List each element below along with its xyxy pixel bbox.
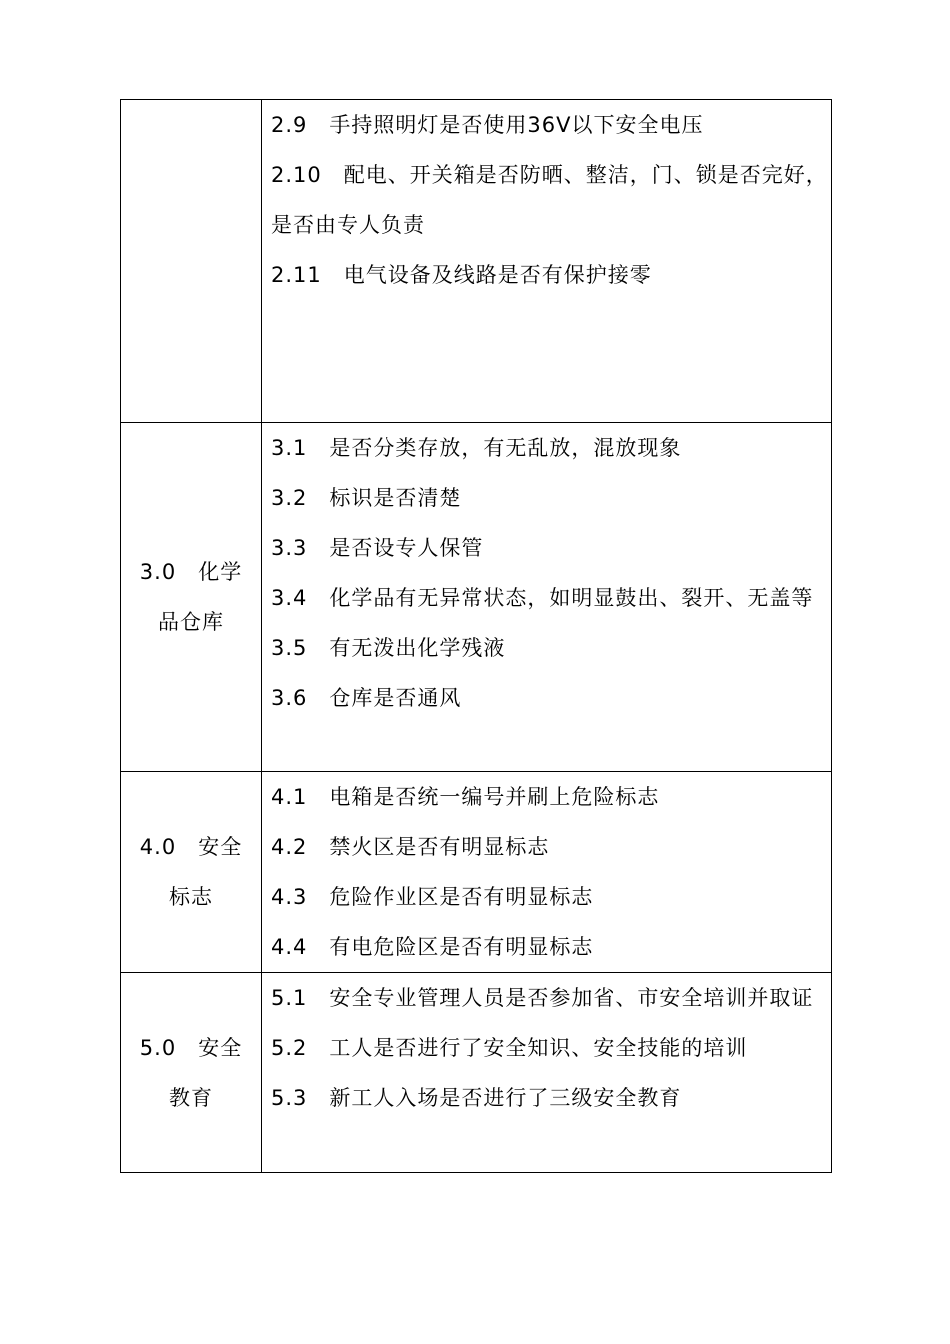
list-item: 5.1 安全专业管理人员是否参加省、市安全培训并取证 [271, 986, 814, 1010]
list-item: 2.10 配电、开关箱是否防晒、整洁，门、锁是否完好，是否由专人负责 [271, 163, 828, 237]
item-list [262, 100, 831, 300]
table-row-safety-education [121, 973, 832, 1173]
category-cell [121, 973, 262, 1173]
category-cell [121, 423, 262, 772]
list-item: 3.6 仓库是否通风 [271, 686, 462, 710]
inspection-table [120, 99, 832, 1173]
items-cell [262, 423, 832, 772]
list-item: 4.2 禁火区是否有明显标志 [271, 835, 550, 859]
items-cell [262, 100, 832, 423]
list-item: 5.2 工人是否进行了安全知识、安全技能的培训 [271, 1036, 748, 1060]
list-item: 3.3 是否设专人保管 [271, 536, 484, 560]
list-item: 4.1 电箱是否统一编号并刷上危险标志 [271, 785, 660, 809]
list-item: 3.4 化学品有无异常状态，如明显鼓出、裂开、无盖等 [271, 586, 814, 610]
list-item: 2.11 电气设备及线路是否有保护接零 [271, 263, 652, 287]
category-cell [121, 772, 262, 973]
category-label: 5.0 安全教育 [139, 1035, 243, 1110]
list-item: 3.1 是否分类存放，有无乱放，混放现象 [271, 436, 682, 460]
list-item: 3.5 有无泼出化学残液 [271, 636, 506, 660]
table-row-safety-signs [121, 772, 832, 973]
list-item: 5.3 新工人入场是否进行了三级安全教育 [271, 1086, 682, 1110]
table-row-chemical-warehouse [121, 423, 832, 772]
list-item: 4.3 危险作业区是否有明显标志 [271, 885, 594, 909]
category-label: 4.0 安全标志 [139, 835, 243, 909]
item-list [262, 772, 831, 972]
items-cell [262, 973, 832, 1173]
table-row-electrical [121, 100, 832, 423]
item-list [262, 423, 831, 723]
category-cell [121, 100, 262, 423]
category-label: 3.0 化学品仓库 [139, 560, 243, 634]
list-item: 3.2 标识是否清楚 [271, 486, 462, 510]
item-list [262, 973, 831, 1123]
list-item: 2.9 手持照明灯是否使用36V以下安全电压 [271, 113, 704, 137]
items-cell [262, 772, 832, 973]
list-item: 4.4 有电危险区是否有明显标志 [271, 935, 594, 959]
